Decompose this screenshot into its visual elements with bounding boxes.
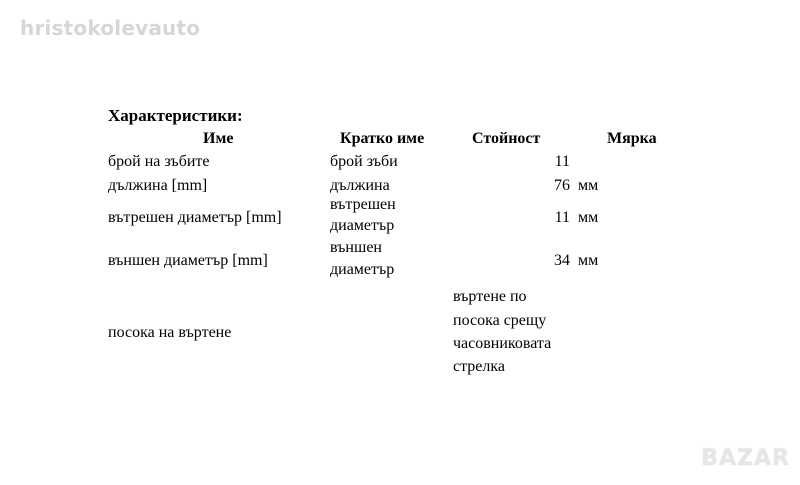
row-short-name-line2: диаметър: [330, 261, 395, 278]
row-unit: мм: [578, 252, 599, 269]
row-unit: мм: [578, 209, 599, 226]
row-name: брой на зъбите: [108, 153, 210, 170]
row-short-name: дължина: [330, 177, 390, 194]
row-unit: мм: [578, 177, 599, 194]
row-name: вътрешен диаметър [mm]: [108, 209, 282, 226]
row-name: посока на въртене: [108, 324, 232, 341]
row-value: 34: [554, 252, 570, 269]
page-title: Характеристики:: [108, 106, 243, 125]
header-name: Име: [203, 130, 234, 147]
row-value-line4: стрелка: [453, 358, 506, 375]
header-unit: Мярка: [607, 130, 657, 147]
row-value: 76: [554, 177, 570, 194]
row-value: 11: [554, 209, 570, 226]
bazar-logo: BAZAR: [701, 446, 790, 471]
header-value: Стойност: [472, 130, 541, 147]
row-name: дължина [mm]: [108, 177, 208, 194]
watermark-text: hristokolevauto: [20, 16, 201, 40]
row-name: външен диаметър [mm]: [108, 252, 268, 269]
header-short-name: Кратко име: [340, 130, 425, 147]
row-short-name-line1: вътрешен: [330, 196, 396, 213]
row-short-name-line1: външен: [330, 239, 382, 256]
row-value-line1: въртене по: [453, 288, 527, 305]
row-value: 11: [554, 153, 570, 170]
row-short-name: брой зъби: [330, 153, 398, 170]
row-value-line2: посока срещу: [453, 312, 547, 329]
row-value-line3: часовниковата: [453, 335, 552, 352]
row-short-name-line2: диаметър: [330, 217, 395, 234]
